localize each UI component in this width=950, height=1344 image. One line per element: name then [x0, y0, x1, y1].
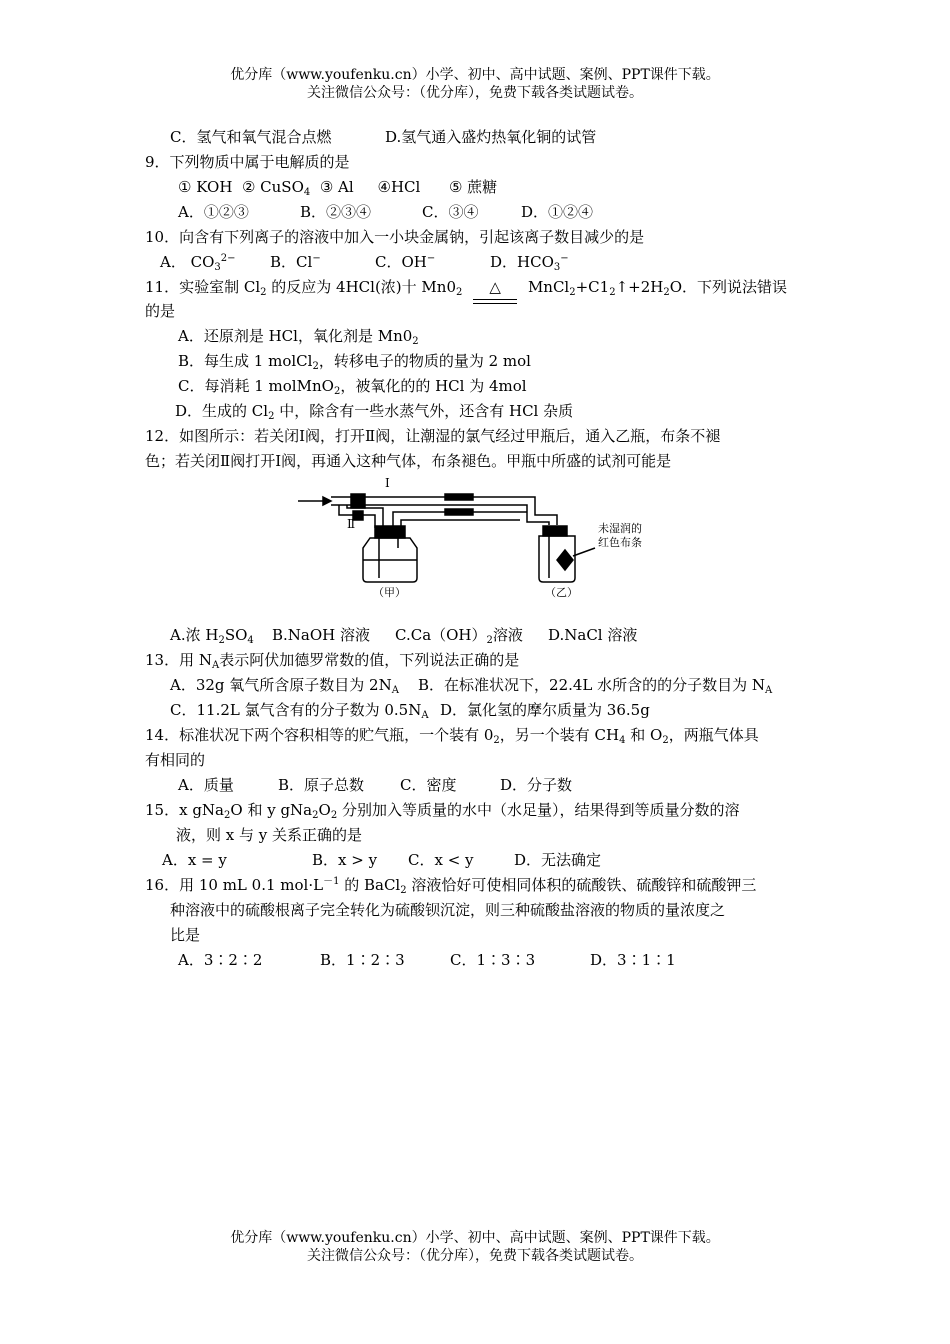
q11-stem: 11．实验室制 $Cl_2$ 的反应为 4HCl(浓)十 $Mn0_2$ △ $MnCl_2+C1_2↑+2H_2O$．下列说法错误 [145, 277, 787, 297]
q15-line-2: 液，则 x 与 y 关系正确的是 [176, 826, 363, 844]
q13-option-b: B．在标准状况下，22.4L 水所含的的分子数目为 $N_A$ [418, 676, 773, 696]
q16-line-1: 16．用 10 mL 0.1 $mol\cdot L^{-1}$ 的 BaCl$_2$ 溶液恰好可使相同体积的硫酸铁、硫酸锌和硫酸钾三 [145, 876, 757, 896]
q9-option-b: B．②③④ [300, 203, 372, 221]
jia-label: （甲） [373, 586, 406, 599]
q16-option-b: B．1∶2∶3 [320, 951, 405, 969]
q12-line-2: 色；若关闭Ⅱ阀打开Ⅰ阀，再通入这种气体，布条褪色。甲瓶中所盛的试剂可能是 [145, 452, 672, 470]
q13-option-d: D．氯化氢的摩尔质量为 36.5g [440, 701, 650, 719]
q13-stem: 13．用 $N_A$表示阿伏加德罗常数的值，下列说法正确的是 [145, 651, 520, 671]
q16-option-d: D．3∶1∶1 [590, 951, 676, 969]
q12-option-a: A.浓 $H_2SO_4$ [170, 626, 254, 646]
q9-item-5: ⑤ 蔗糖 [448, 178, 498, 196]
q15-option-d: D．无法确定 [514, 851, 602, 869]
valve-2-label: Ⅱ [347, 517, 356, 531]
q8-option-c: C．氢气和氧气混合点燃 [170, 128, 332, 146]
q12-option-b: B.NaOH 溶液 [272, 626, 371, 644]
q9-item-3: ③ Al [319, 178, 354, 196]
q11-option-d: D．生成的 $Cl_2$ 中，除含有一些水蒸气外，还含有 HCl 杂质 [175, 402, 574, 422]
jia-stopper [375, 526, 405, 538]
header-line-2: 关注微信公众号：（优分库），免费下载各类试题试卷。 [307, 85, 643, 101]
page-header [0, 66, 950, 102]
q9-option-d: D．①②④ [521, 203, 594, 221]
q14-option-c: C．密度 [400, 776, 457, 794]
q12-option-d: D.NaCl 溶液 [548, 626, 638, 644]
q11-stem-2: 的是 [145, 302, 176, 320]
q9-item-4: ④HCl [377, 178, 421, 196]
q16-option-a: A．3∶2∶2 [178, 951, 263, 969]
q12-option-c: $C.Ca(OH)_2$溶液 [395, 626, 523, 646]
apparatus-diagram [295, 470, 665, 600]
q9-stem: 9．下列物质中属于电解质的是 [145, 153, 350, 171]
q14-option-d: D．分子数 [500, 776, 573, 794]
yi-label: （乙） [545, 586, 578, 599]
footer-line-1: 优分库（www.youfenku.cn）小学、初中、高中试题、案例、PPT课件下载。 [230, 1230, 720, 1246]
q10-option-a: A． $CO_3^{2-}$ [160, 253, 236, 273]
q9-item-2: ② CuSO [241, 178, 304, 196]
q13-option-c: C．11.2L 氯气含有的分子数为 $0.5N_A$ [170, 701, 429, 721]
q15-option-b: B．x > y [312, 851, 378, 869]
q15-option-c: C．x < y [408, 851, 474, 869]
footer-line-2: 关注微信公众号：（优分库），免费下载各类试题试卷。 [307, 1248, 643, 1264]
page-footer [0, 1229, 950, 1265]
q16-line-2: 种溶液中的硫酸根离子完全转化为硫酸钡沉淀，则三种硫酸盐溶液的物质的量浓度之 [170, 901, 726, 919]
note-line-1: 未湿润的 [598, 522, 642, 535]
q9-items [178, 177, 497, 197]
q16-line-3: 比是 [170, 926, 201, 944]
note-line-2: 红色布条 [598, 536, 642, 549]
heat-condition: △ [473, 277, 517, 297]
cloth-strip [557, 550, 573, 570]
arrow-head [323, 497, 331, 505]
q10-stem: 10．向含有下列离子的溶液中加入一小块金属钠，引起该离子数目减少的是 [145, 228, 645, 246]
q11-option-b: B．每生成 1 molCl$_2$，转移电子的物质的量为 2 mol [178, 352, 531, 372]
yi-stopper [543, 526, 567, 536]
q9-item-1: ① KOH [178, 178, 233, 196]
q9-option-a: A．①②③ [178, 203, 249, 221]
q9-option-c: C．③④ [422, 203, 479, 221]
q10-option-c: C．OH− [375, 253, 436, 271]
q11-option-a: A．还原剂是 HCl，氧化剂是 $Mn0_2$ [178, 327, 419, 347]
q14-option-b: B．原子总数 [278, 776, 365, 794]
q14-line-2: 有相同的 [145, 751, 206, 769]
q16-option-c: C．1∶3∶3 [450, 951, 536, 969]
q11-option-c: C．每消耗 1 molMnO$_2$，被氧化的的 HCl 为 4mol [178, 377, 527, 397]
q8-option-d: D.氢气通入盛灼热氧化铜的试管 [385, 128, 597, 146]
q15-option-a: A．x = y [162, 851, 227, 869]
q13-option-a: A．32g 氧气所含原子数目为 $2N_A$ [170, 676, 399, 696]
q12-line-1: 12．如图所示：若关闭Ⅰ阀，打开Ⅱ阀，让潮湿的氯气经过甲瓶后，通入乙瓶，布条不褪 [145, 427, 721, 445]
q14-option-a: A．质量 [178, 776, 234, 794]
q10-option-d: D．$HCO_3^-$ [490, 253, 569, 273]
q14-line-1: 14．标准状况下两个容积相等的贮气瓶，一个装有 $0_2$，另一个装有 $CH_4$ 和 $O_2$，两瓶气体具 [145, 726, 759, 746]
q10-option-b: B．Cl− [270, 253, 321, 271]
q15-line-1: 15．x gNa$_2$O 和 y $gNa_2O_2$ 分别加入等质量的水中（水足量），结果得到等质量分数的溶 [145, 801, 740, 821]
valve-1 [351, 494, 365, 508]
sub-4: 4 [303, 187, 311, 198]
header-line-1: 优分库（www.youfenku.cn）小学、初中、高中试题、案例、PPT课件下载。 [230, 67, 720, 83]
valve-1-label: Ⅰ [385, 476, 390, 490]
